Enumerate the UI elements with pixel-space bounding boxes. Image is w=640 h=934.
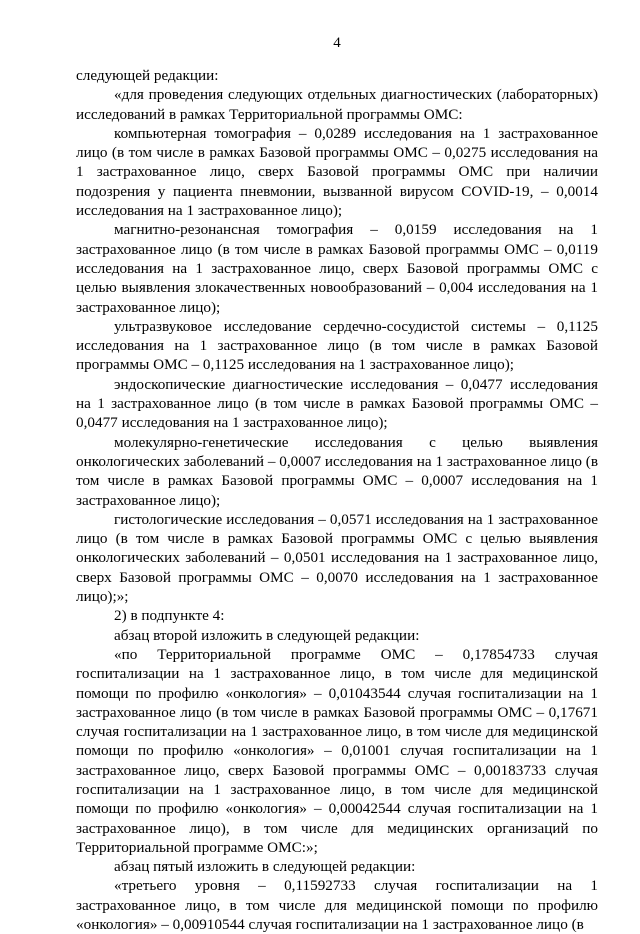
document-body <box>76 66 598 934</box>
paragraph: 2) в подпункте 4: <box>114 607 225 625</box>
paragraph: абзац второй изложить в следующей редакции: <box>114 626 420 644</box>
paragraph: «третьего уровня – 0,11592733 случая госпитализации на 1 застрахованное лицо, в том числе для медицинской помощи по профилю «онкология» – 0,00910544 случая госпитализации на 1 застрахованное лицо (в <box>76 877 598 934</box>
paragraph: магнитно-резонансная томография – 0,0159 исследования на 1 застрахованное лицо (в том числе в рамках Базовой программы ОМС – 0,0119 исследования на 1 застрахованное лицо, сверх Базовой программы ОМС с целью выявления злокачественных новообразований – 0,004 исследования на 1 застрахованное лицо); <box>76 221 598 316</box>
paragraph: «по Территориальной программе ОМС – 0,17854733 случая госпитализации на 1 застрахованное лицо, в том числе для медицинской помощи по профилю «онкология» – 0,01043544 случая госпитализации на 1 застрахованное лицо (в том числе в рамках Базовой программы ОМС – 0,17671 случая госпитализации на 1 застрахованное лицо, в том числе для медицинской помощи по профилю «онкология» – 0,01001 случая госпитализации на 1 застрахованное лицо, сверх Базовой программы ОМС – 0,00183733 случая госпитализации на 1 застрахованное лицо, в том числе для медицинской помощи по профилю «онкология» – 0,00042544 случая госпитализации на 1 застрахованное лицо), в том числе для медицинских организаций по Территориальной программе ОМС:»; <box>76 645 598 856</box>
paragraph: молекулярно-генетические исследования с целью выявления онкологических заболеваний – 0,0007 исследования на 1 застрахованное лицо (в том числе в рамках Базовой программы ОМС – 0,0007 исследования на 1 застрахованное лицо); <box>76 433 598 509</box>
paragraph: абзац пятый изложить в следующей редакции: <box>114 858 416 876</box>
paragraph: компьютерная томография – 0,0289 исследования на 1 застрахованное лицо (в том числе в рамках Базовой программы ОМС – 0,0275 исследования на 1 застрахованное лицо, сверх Базовой программы ОМС при наличии подозрения у пациента пневмонии, вызванной вирусом COVID-19, – 0,0014 исследования на 1 застрахованное лицо); <box>76 124 598 220</box>
page-number: 4 <box>333 35 341 51</box>
paragraph: следующей редакции: <box>76 67 219 84</box>
paragraph: гистологические исследования – 0,0571 исследования на 1 застрахованное лицо (в том числе в рамках Базовой программы ОМС с целью выявления онкологических заболеваний – 0,0501 исследования на 1 застрахованное лицо, сверх Базовой программы ОМС – 0,0070 исследования на 1 застрахованное лицо);»; <box>76 510 598 606</box>
paragraph: эндоскопические диагностические исследования – 0,0477 исследования на 1 застрахованное лицо (в том числе в рамках Базовой программы ОМС – 0,0477 исследования на 1 застрахованное лицо); <box>76 375 598 432</box>
paragraph: «для проведения следующих отдельных диагностических (лабораторных) исследований в рамках Территориальной программы ОМС: <box>76 86 598 123</box>
paragraph: ультразвуковое исследование сердечно-сосудистой системы – 0,1125 исследования на 1 застрахованное лицо (в том числе в рамках Базовой программы ОМС – 0,1125 исследования на 1 застрахованное лицо); <box>76 317 598 374</box>
